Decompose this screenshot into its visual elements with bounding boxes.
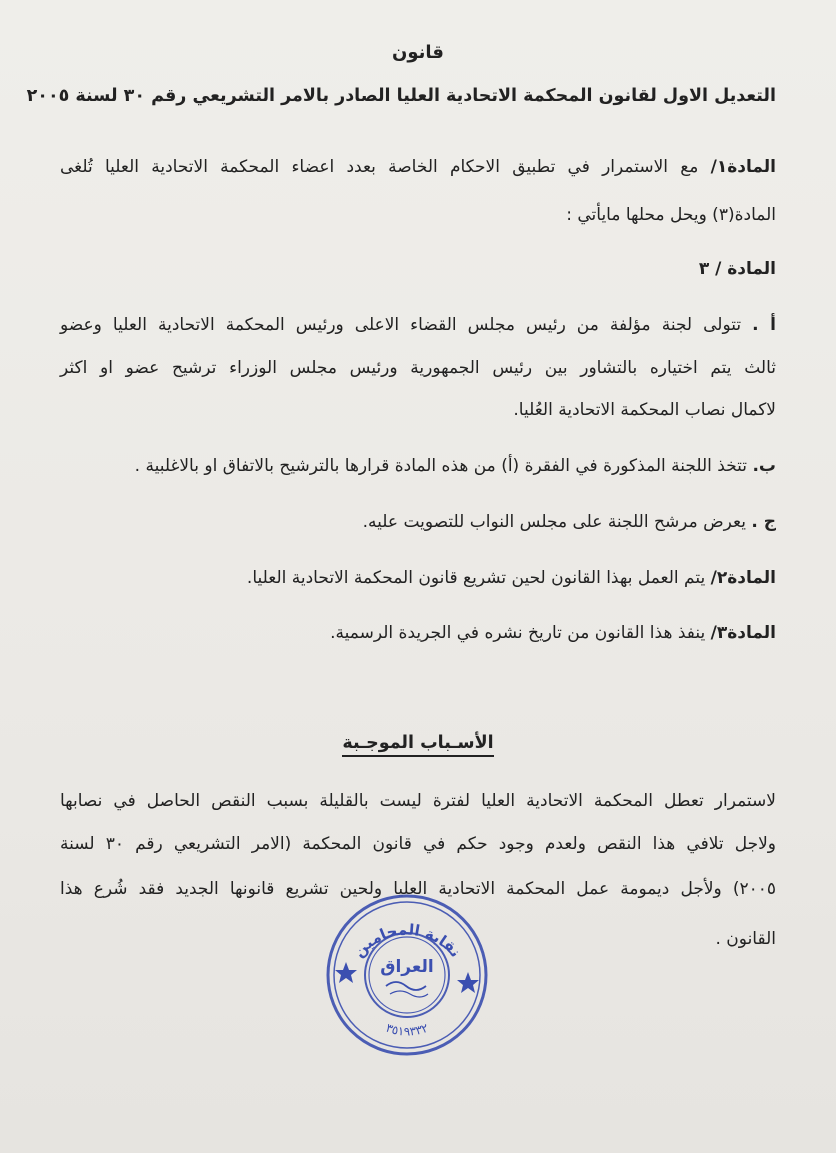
article3-text: ينفذ هذا القانون من تاريخ نشره في الجريدة الرسمية. bbox=[330, 623, 706, 643]
clause-a-text1: تتولى لجنة مؤلفة من رئيس مجلس القضاء الاعلى ورئيس المحكمة الاتحادية العليا وعضو bbox=[60, 315, 742, 335]
bar-association-stamp bbox=[322, 890, 492, 1060]
stamp-star-left bbox=[335, 962, 357, 983]
stamp-star-right bbox=[457, 972, 479, 993]
stamp-top-text: نقابة المحامين bbox=[349, 920, 465, 961]
article2 bbox=[247, 566, 776, 590]
clause-a-line1 bbox=[60, 313, 776, 337]
document-heading: التعديل الاول لقانون المحكمة الاتحادية العليا الصادر بالامر التشريعي رقم ٣٠ لسنة ٢٠٠٥ bbox=[26, 86, 776, 106]
article1-line1 bbox=[60, 155, 776, 179]
article1-label: المادة١/ bbox=[710, 157, 776, 177]
stamp-center-text: العراق bbox=[380, 957, 434, 977]
clause-a-label: أ . bbox=[752, 315, 776, 335]
reasons-line3: ٢٠٠٥) ولأجل ديمومة عمل المحكمة الاتحادية العليا ولحين تشريع قانونها الجديد فقد شُرع هذا bbox=[60, 879, 776, 899]
article3 bbox=[330, 621, 776, 645]
article3-label: المادة٣/ bbox=[710, 623, 776, 643]
clause-a-line2: ثالث يتم اختياره بالتشاور بين رئيس الجمهورية ورئيس مجلس الوزراء ترشيح عضو او اكثر bbox=[60, 358, 776, 378]
reasons-line2: ولاجل تلافي هذا النقص ولعدم وجود حكم في قانون المحكمة (الامر التشريعي رقم ٣٠ لسنة bbox=[60, 834, 776, 854]
stamp-number: ٣٥١٩٣٣٢ bbox=[383, 1020, 431, 1039]
svg-text:نقابة المحامين bbox=[350, 920, 465, 960]
clause-b-label: ب. bbox=[752, 456, 776, 476]
reasons-title-text: الأسـباب الموجـبة bbox=[342, 733, 493, 757]
reasons-title bbox=[0, 733, 836, 753]
clause-b-text: تتخذ اللجنة المذكورة في الفقرة (أ) من هذه المادة قرارها بالترشيح بالاتفاق او بالاغلبية . bbox=[134, 456, 748, 476]
clause-c-label: ج . bbox=[751, 512, 776, 532]
article2-text: يتم العمل بهذا القانون لحين تشريع قانون المحكمة الاتحادية العليا. bbox=[246, 568, 706, 588]
clause-c-text: يعرض مرشح اللجنة على مجلس النواب للتصويت عليه. bbox=[362, 512, 746, 532]
stamp-wave bbox=[386, 982, 426, 990]
clause-c bbox=[363, 510, 776, 534]
document-title: قانون bbox=[392, 42, 444, 63]
reasons-line4: القانون . bbox=[715, 929, 776, 949]
svg-text:٣٥١٩٣٣٢ bbox=[384, 1021, 430, 1039]
article1-text1: مع الاستمرار في تطبيق الاحكام الخاصة بعدد اعضاء المحكمة الاتحادية العليا تُلغى bbox=[60, 157, 699, 177]
article1-line2: المادة(٣) ويحل محلها مايأتي : bbox=[566, 205, 776, 225]
reasons-line1: لاستمرار تعطل المحكمة الاتحادية العليا لفترة ليست بالقليلة بسبب النقص الحاصل في نصابها bbox=[60, 791, 776, 811]
article3-heading: المادة / ٣ bbox=[698, 259, 776, 279]
clause-b bbox=[135, 454, 776, 478]
clause-a-line3: لاكمال نصاب المحكمة الاتحادية العُليا. bbox=[513, 400, 776, 420]
stamp-wave-2 bbox=[390, 991, 428, 997]
article2-label: المادة٢/ bbox=[710, 568, 776, 588]
